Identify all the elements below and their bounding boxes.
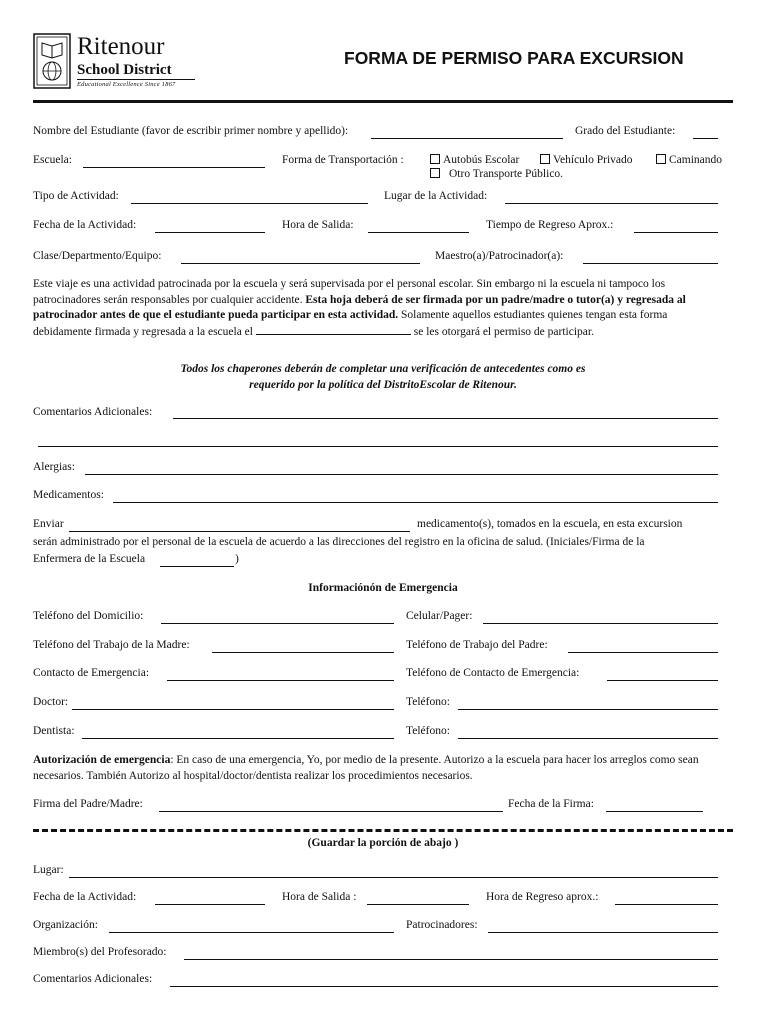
- logo-rule: [77, 79, 195, 80]
- allergies-field[interactable]: [85, 474, 718, 475]
- policy-paragraph: Este viaje es una actividad patrocinada por la escuela y será supervisada por el personal escolar. Sin embargo ni la escuela ni tampoco los patrocinadores serán responsables por cualquier accidente. Esta hoja deberá de ser firmada por un padre/madre o tutor(a) y regresada al patrocinador antes de que el estudiante pueda participar en esta actividad. Solamente aquellos estudiantes quienes tengan esta forma debidamente firmada y regresada a la escuela el se les otorgará el permiso de participar.: [33, 278, 686, 338]
- transport-option-walking[interactable]: Caminando: [656, 154, 722, 166]
- departure-time-field[interactable]: [368, 232, 469, 233]
- emergency-contact-phone-field[interactable]: [607, 680, 718, 681]
- keep-org-field[interactable]: [109, 932, 394, 933]
- transport-option-private[interactable]: Vehículo Privado: [540, 154, 633, 166]
- send-label: Enviar: [33, 518, 64, 530]
- medications-field[interactable]: [113, 502, 718, 503]
- emergency-authorization: Autorización de emergencia: En caso de una emergencia, Yo, por medio de la presente. Autorizo a la escuela para hacer los arreglos como sean necesarios. También Autorizo al hospital/doctor/dentista realizar los procedimientos necesarios.: [33, 754, 699, 782]
- comments-field-2[interactable]: [38, 446, 718, 447]
- dentist-phone-label: Teléfono:: [406, 725, 450, 737]
- keep-sponsors-label: Patrocinadores:: [406, 919, 478, 931]
- checkbox-icon: [540, 154, 550, 164]
- keep-sponsors-field[interactable]: [488, 932, 718, 933]
- transport-option-bus[interactable]: Autobús Escolar: [430, 154, 519, 166]
- emergency-contact-field[interactable]: [167, 680, 394, 681]
- dentist-label: Dentista:: [33, 725, 75, 737]
- page-title: FORMA DE PERMISO PARA EXCURSION: [344, 48, 684, 68]
- departure-time-label: Hora de Salida:: [282, 219, 354, 231]
- doctor-phone-label: Teléfono:: [406, 696, 450, 708]
- med-close: ): [235, 553, 239, 565]
- logo-district: School District: [77, 62, 172, 78]
- med-text-2: serán administrado por el personal de la escuela de acuerdo a las direcciones del registro en la oficina de salud. (Iniciales/Firma de la: [33, 536, 645, 548]
- med-text-3: Enfermera de la Escuela: [33, 553, 146, 565]
- activity-date-field[interactable]: [155, 232, 265, 233]
- logo-name: Ritenour: [77, 33, 165, 60]
- school-field[interactable]: [83, 167, 265, 168]
- chaperone-notice-1: Todos los chaperones deberán de completar una verificación de antecedentes como es: [180, 363, 586, 375]
- transport-label: Forma de Transportación :: [282, 154, 404, 166]
- keep-staff-field[interactable]: [184, 959, 718, 960]
- keep-place-label: Lugar:: [33, 864, 64, 876]
- checkbox-icon: [656, 154, 666, 164]
- cut-line: [33, 829, 733, 832]
- student-name-field[interactable]: [371, 138, 563, 139]
- signature-date-field[interactable]: [606, 811, 703, 812]
- home-phone-label: Teléfono del Domicilio:: [33, 610, 144, 622]
- keep-return-label: Hora de Regreso aprox.:: [486, 891, 599, 903]
- keep-org-label: Organización:: [33, 919, 98, 931]
- keep-comments-label: Comentarios Adicionales:: [33, 973, 153, 985]
- return-date-field[interactable]: [256, 324, 411, 335]
- keep-departure-field[interactable]: [367, 904, 469, 905]
- keep-place-field[interactable]: [69, 877, 718, 878]
- keep-departure-label: Hora de Salida :: [282, 891, 357, 903]
- student-grade-label: Grado del Estudiante:: [575, 125, 676, 137]
- teacher-field[interactable]: [583, 263, 718, 264]
- comments-field[interactable]: [173, 418, 718, 419]
- activity-type-field[interactable]: [131, 203, 368, 204]
- comments-label: Comentarios Adicionales:: [33, 406, 153, 418]
- return-time-label: Tiempo de Regreso Aprox.:: [486, 219, 614, 231]
- home-phone-field[interactable]: [161, 623, 394, 624]
- checkbox-icon: [430, 168, 440, 178]
- cell-field[interactable]: [483, 623, 718, 624]
- crest-icon: [33, 33, 71, 89]
- parent-signature-field[interactable]: [159, 811, 503, 812]
- activity-type-label: Tipo de Actividad:: [33, 190, 119, 202]
- activity-place-field[interactable]: [505, 203, 718, 204]
- return-time-field[interactable]: [634, 232, 718, 233]
- school-label: Escuela:: [33, 154, 72, 166]
- doctor-phone-field[interactable]: [458, 709, 718, 710]
- signature-date-label: Fecha de la Firma:: [508, 798, 594, 810]
- class-dept-label: Clase/Departmento/Equipo:: [33, 250, 162, 262]
- checkbox-icon: [430, 154, 440, 164]
- keep-date-label: Fecha de la Actividad:: [33, 891, 137, 903]
- dentist-phone-field[interactable]: [458, 738, 718, 739]
- logo-tagline: Educational Excellence Since 1867: [77, 81, 176, 88]
- chaperone-notice-2: requerido por la política del DistritoEscolar de Ritenour.: [249, 379, 517, 391]
- header-rule: [33, 100, 733, 103]
- send-field[interactable]: [69, 531, 410, 532]
- med-text: medicamento(s), tomados en la escuela, en esta excursion: [417, 518, 683, 530]
- keep-date-field[interactable]: [155, 904, 265, 905]
- district-logo: [33, 33, 198, 89]
- student-name-label: Nombre del Estudiante (favor de escribir primer nombre y apellido):: [33, 125, 349, 137]
- medications-label: Medicamentos:: [33, 489, 104, 501]
- keep-heading: (Guardar la porción de abajo ): [307, 837, 459, 849]
- activity-date-label: Fecha de la Actividad:: [33, 219, 137, 231]
- class-dept-field[interactable]: [181, 263, 420, 264]
- mother-work-label: Teléfono del Trabajo de la Madre:: [33, 639, 190, 651]
- keep-staff-label: Miembro(s) del Profesorado:: [33, 946, 167, 958]
- student-grade-field[interactable]: [693, 138, 718, 139]
- cell-label: Celular/Pager:: [406, 610, 473, 622]
- emergency-contact-phone-label: Teléfono de Contacto de Emergencia:: [406, 667, 580, 679]
- dentist-field[interactable]: [82, 738, 394, 739]
- emergency-heading: Informaciónón de Emergencia: [308, 582, 458, 594]
- activity-place-label: Lugar de la Actividad:: [384, 190, 488, 202]
- parent-signature-label: Firma del Padre/Madre:: [33, 798, 143, 810]
- allergies-label: Alergias:: [33, 461, 75, 473]
- keep-comments-field[interactable]: [170, 986, 718, 987]
- keep-return-field[interactable]: [615, 904, 718, 905]
- teacher-label: Maestro(a)/Patrocinador(a):: [435, 250, 564, 262]
- father-work-label: Teléfono de Trabajo del Padre:: [406, 639, 548, 651]
- transport-option-public[interactable]: Otro Transporte Público.: [430, 168, 563, 180]
- nurse-initials-field[interactable]: [160, 566, 234, 567]
- emergency-contact-label: Contacto de Emergencia:: [33, 667, 150, 679]
- doctor-field[interactable]: [72, 709, 394, 710]
- doctor-label: Doctor:: [33, 696, 69, 708]
- mother-work-field[interactable]: [212, 652, 394, 653]
- father-work-field[interactable]: [568, 652, 718, 653]
